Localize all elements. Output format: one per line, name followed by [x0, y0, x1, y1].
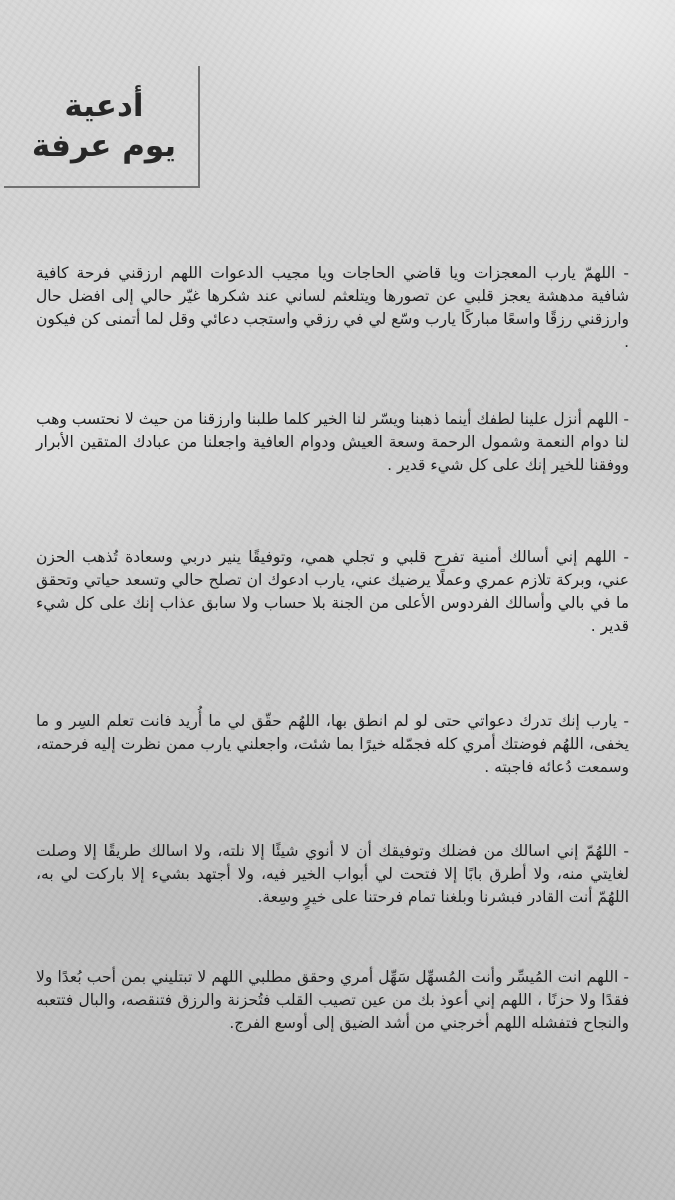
title-line-2: يوم عرفة	[31, 128, 176, 164]
dua-paragraph-5: - اللهُمّ إني اسالك من فضلك وتوفيقك أن لا أنوي شيئًا إلا نلته، ولا اسالك طريقًا إلا وصلت لغايتي منه، ولا أطرق بابًا إلا فتحت لي أبواب الخير فيه، ولا أجتهد بشيء إلا باركت لي به، اللهُمّ أنت القادر فبشرنا وبلغنا تمام فرحتنا على خيرٍ وسِعة.	[36, 842, 629, 906]
dua-paragraph-1: - اللهمّ يارب المعجزات ويا قاضي الحاجات ويا مجيب الدعوات اللهم ارزقني فرحة كافية شافية مدهشة يعجز قلبي عن تصورها ويتلعثم لساني عند شكرها غيّر حالي إلى افضل حال وارزقني رزقًا واسعًا مباركًا يارب وسّع لي في رزقي واستجب دعائي وقل لما أتمنى كن فيكون .	[36, 264, 629, 351]
dua-paragraph-2: - اللهم أنزل علينا لطفك أينما ذهبنا ويسّر لنا الخير كلما طلبنا وارزقنا من حيث لا نحتسب وهب لنا دوام النعمة وشمول الرحمة وسعة العيش ودوام العافية واجعلنا من عبادك المتقين الأبرار ووفقنا للخير إنك على كل شيء قدير .	[36, 410, 629, 474]
title-frame	[4, 66, 200, 188]
page-title	[32, 86, 176, 166]
dua-paragraph-4: - يارب إنك تدرك دعواتي حتى لو لم انطق بها، اللهُم حقّق لي ما أُريد فانت تعلم السِر و ما يخفى، اللهُم فوضتك أمري كله فجمّله خيرًا بما شئت، واجعلني يارب ممن نظرت إليه فرحمته، وسمعت دُعائه فاجبته .	[36, 712, 629, 776]
title-line-1: أدعية	[64, 88, 144, 124]
dua-paragraph-3: - اللهم إني أسالك أمنية تفرح قلبي و تجلي همي، وتوفيقًا ينير دربي وسعادة تُذهب الحزن عني، وبركة تلازم عمري وعملًا يرضيك عني، يارب ادعوك ان تصلح حالي وتسعد حياتي وتحقق ما في بالي وأسالك الفردوس الأعلى من الجنة بلا حساب ولا سابق عذاب إنك على كل شيء قدير .	[36, 548, 629, 635]
dua-paragraph-6: - اللهم انت المُيسِّر وأنت المُسهِّل سَهِّل أمري وحقق مطلبي اللهم لا تبتليني بمن أحب بُعدًا ولا فقدًا ولا حزنًا ، اللهم إني أعوذ بك من عين تصيب القلب فتُحزنة والرزق فتنقصه، والبال فتتعبه والنجاح فتفشله اللهم أخرجني من أشد الضيق إلى أوسع الفرج.	[36, 968, 629, 1032]
